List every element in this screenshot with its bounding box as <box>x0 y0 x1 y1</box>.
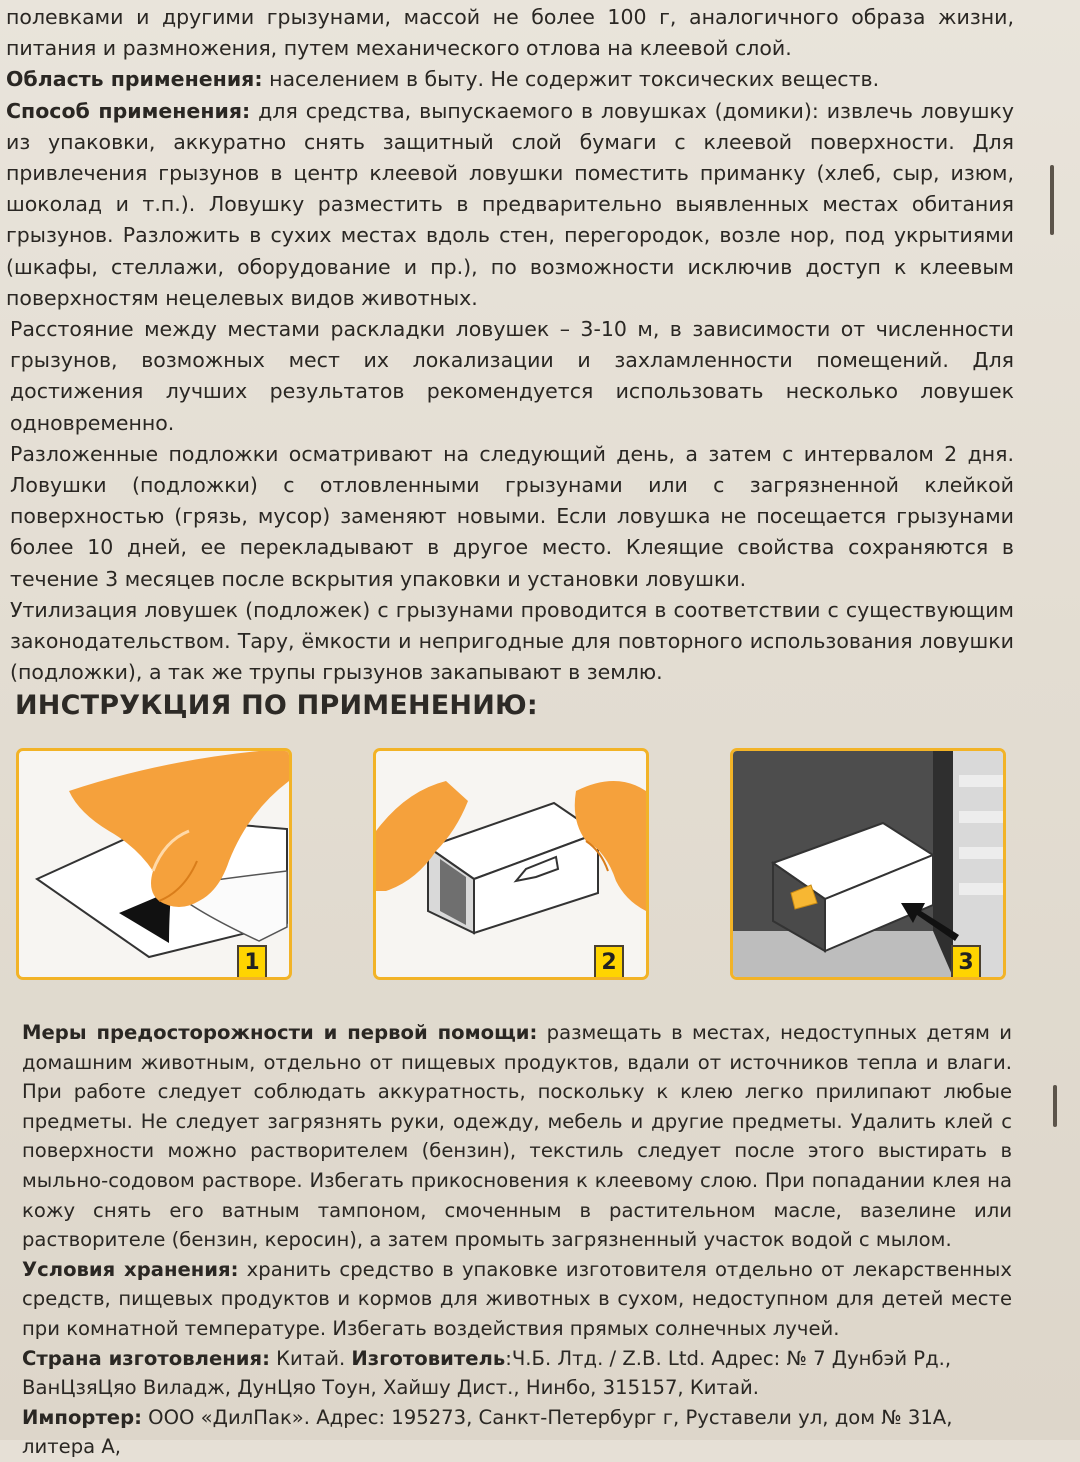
precautions-text <box>22 1018 1012 1462</box>
edge-mark-right-top <box>1050 165 1054 235</box>
paragraph-text: ООО «ДилПак». Адрес: 195273, Санкт-Петербург г, Руставели ул, дом № 31А, литера А, <box>22 1405 953 1459</box>
step-number-badge: 2 <box>594 945 624 977</box>
paragraph-text: населением в быту. Не содержит токсических веществ. <box>262 67 880 92</box>
label-importer: Импортер: <box>22 1405 142 1429</box>
usage-text-top <box>6 2 1014 688</box>
paragraph-importer <box>22 1403 1012 1462</box>
paragraph-method <box>6 96 1014 314</box>
step-3-illustration <box>730 748 1006 980</box>
paragraph-text: хранить средство в упаковке изготовителя отдельно от лекарственных средств, пищевых продуктов и кормов для животных в сухом, недоступном для детей месте при комнатной температуре. Избегать воздействия прямых солнечных лучей. <box>22 1257 1012 1340</box>
paragraph-text: размещать в местах, недоступных детям и домашним животным, отдельно от пищевых продуктов, вдали от источников тепла и влаги. При работе следует соблюдать аккуратность, поскольку к клею легко прилипают любые предметы. Не следует загрязнять руки, одежду, мебель и другие предметы. Удалить клей с поверхности можно растворителем (бензин), текстиль следует после этого выстирать в мыльно-содовом растворе. Избегать прикосновения к клеевому слою. При попадании клея на кожу снять его ватным тампоном, смоченным в растительном масле, вазелине или растворителе (бензин, керосин), а затем промыть загрязненный участок водой с мылом. <box>22 1021 1012 1252</box>
place-trap-illustration <box>733 751 1003 977</box>
paragraph-inspection <box>6 439 1014 595</box>
paragraph-precautions <box>22 1018 1012 1255</box>
step-number-badge: 3 <box>951 945 981 977</box>
label-manufacturer: Изготовитель <box>351 1346 506 1370</box>
paragraph-text: Утилизация ловушек (подложек) с грызунами проводится в соответствии с существующим законодательством. Тару, ёмкости и непригодные для повторного использования ловушки (подложки), а так же трупы грызунов закапывают в землю. <box>10 597 1014 685</box>
paragraph-text: Китай. <box>269 1346 352 1370</box>
paragraph-distance <box>6 314 1014 439</box>
paragraph-text: :Ч.Б. Лтд. / Z.B. Ltd. Адрес: № 7 Дунбэй Рд., ВанЦзяЦяо Виладж, ДунЦяо Тоун, Хайшу Дист., Нинбо, 315157, Китай. <box>22 1346 952 1400</box>
label-country: Страна изготовления: <box>22 1346 270 1370</box>
label-area: Область применения: <box>6 67 263 92</box>
paragraph-text: Разложенные подложки осматривают на следующий день, а затем с интервалом 2 дня. Ловушки (подложки) с отловленными грызунами или с загрязненной клейкой поверхностью (грязь, мусор) заменяют новыми. Если ловушка не посещается грызунами более 10 дней, ее перекладывают в другое место. Клеящие свойства сохраняются в течение 3 месяцев после вскрытия упаковки и установки ловушки. <box>10 441 1014 591</box>
peel-paper-illustration <box>19 751 289 977</box>
paragraph-storage <box>22 1255 1012 1344</box>
paragraph-text: полевками и другими грызунами, массой не более 100 г, аналогичного образа жизни, питания и размножения, путем механического отлова на клеевой слой. <box>6 5 1014 61</box>
paragraph-disposal <box>6 595 1014 689</box>
instructions-heading: ИНСТРУКЦИЯ ПО ПРИМЕНЕНИЮ: <box>15 690 538 721</box>
label-precautions: Меры предосторожности и первой помощи: <box>22 1021 538 1044</box>
edge-mark-right-bottom <box>1053 1085 1057 1127</box>
step-2-illustration <box>373 748 649 980</box>
label-method: Способ применения: <box>6 98 251 123</box>
paragraph-intro <box>6 2 1014 64</box>
label-storage: Условия хранения: <box>22 1257 239 1281</box>
step-1-illustration <box>16 748 292 980</box>
paragraph-text: для средства, выпускаемого в ловушках (домики): извлечь ловушку из упаковки, аккуратно снять защитный слой бумаги с клеевой поверхности. Для привлечения грызунов в центр клеевой ловушки поместить приманку (хлеб, сыр, изюм, шоколад и т.п.). Ловушку разместить в предварительно выявленных местах обитания грызунов. Разложить в сухих местах вдоль стен, перегородок, возле нор, под укрытиями (шкафы, стеллажи, оборудование и пр.), по возможности исключив доступ к клеевым поверхностям нецелевых видов животных. <box>6 98 1015 310</box>
fold-house-illustration <box>376 751 646 977</box>
paragraph-text: Расстояние между местами раскладки ловушек – 3-10 м, в зависимости от численности грызунов, возможных мест их локализации и захламленности помещений. Для достижения лучших результатов рекомендуется использовать несколько ловушек одновременно. <box>10 317 1014 435</box>
paragraph-manufacturer <box>22 1344 1012 1403</box>
step-number-badge: 1 <box>237 945 267 977</box>
paragraph-area <box>6 64 1014 95</box>
